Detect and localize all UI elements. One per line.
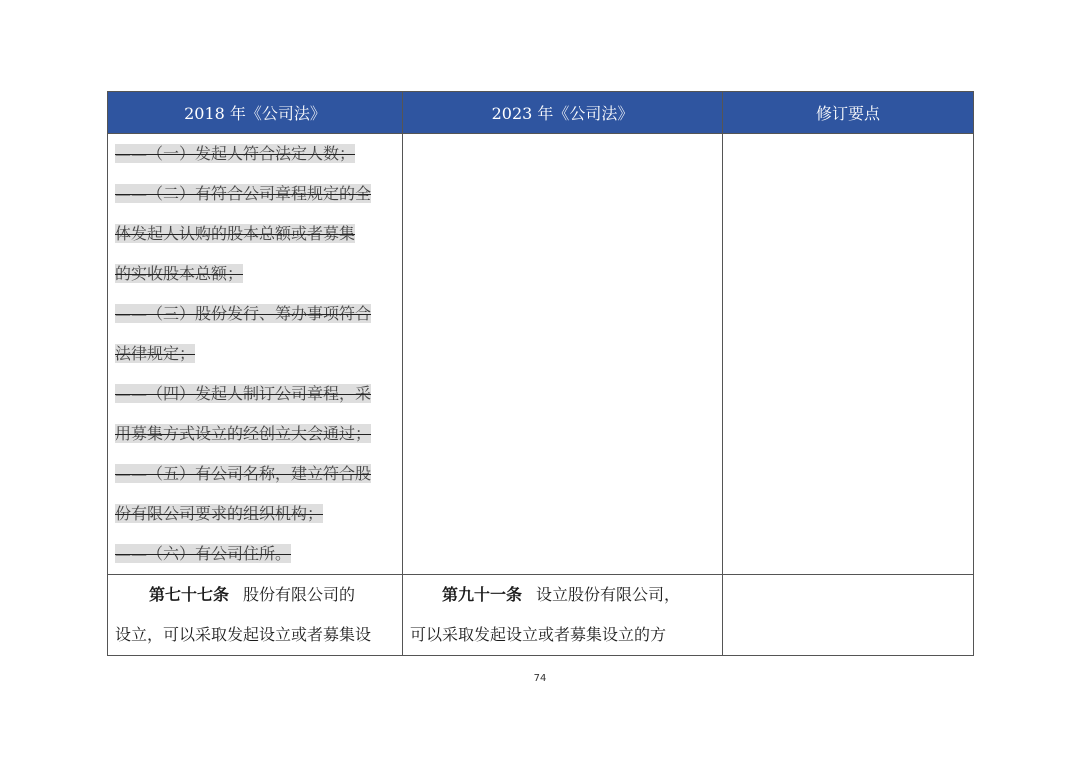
deleted-line: ——（四）发起人制订公司章程，采 bbox=[115, 384, 372, 403]
article-91-cell bbox=[403, 575, 723, 656]
empty-revision-cell bbox=[723, 134, 974, 575]
comparison-table bbox=[107, 91, 974, 656]
article-77-cell bbox=[108, 575, 403, 656]
deleted-line: 的实收股本总额； bbox=[115, 264, 244, 283]
article-text: 可以采取发起设立或者募集设立的方 bbox=[410, 625, 667, 644]
article-text: 股份有限公司的 bbox=[243, 585, 356, 604]
deleted-line: ——（三）股份发行、筹办事项符合 bbox=[115, 304, 372, 323]
deleted-line: 法律规定； bbox=[115, 344, 196, 363]
header-2023-law: 2023 年《公司法》 bbox=[403, 92, 723, 134]
empty-2023-cell bbox=[403, 134, 723, 575]
page-number: 74 bbox=[533, 673, 547, 684]
header-2018-law: 2018 年《公司法》 bbox=[108, 92, 403, 134]
deleted-line: ——（二）有符合公司章程规定的全 bbox=[115, 184, 372, 203]
header-revision-points: 修订要点 bbox=[723, 92, 974, 134]
article-text: 设立股份有限公司， bbox=[536, 585, 681, 604]
table-row bbox=[108, 575, 974, 656]
empty-revision-cell bbox=[723, 575, 974, 656]
deleted-line: ——（五）有公司名称，建立符合股 bbox=[115, 464, 372, 483]
article-title: 第九十一条 bbox=[442, 585, 523, 604]
table-row bbox=[108, 134, 974, 575]
deleted-line: ——（六）有公司住所。 bbox=[115, 544, 292, 563]
deleted-line: ——（一）发起人符合法定人数； bbox=[115, 144, 356, 163]
deleted-line: 份有限公司要求的组织机构； bbox=[115, 504, 324, 523]
article-text: 设立，可以采取发起设立或者募集设 bbox=[115, 625, 372, 644]
deleted-line: 用募集方式设立的经创立大会通过； bbox=[115, 424, 372, 443]
deleted-provisions-cell bbox=[108, 134, 403, 575]
deleted-line: 体发起人认购的股本总额或者募集 bbox=[115, 224, 356, 243]
header-row bbox=[108, 92, 974, 134]
article-title: 第七十七条 bbox=[149, 585, 230, 604]
